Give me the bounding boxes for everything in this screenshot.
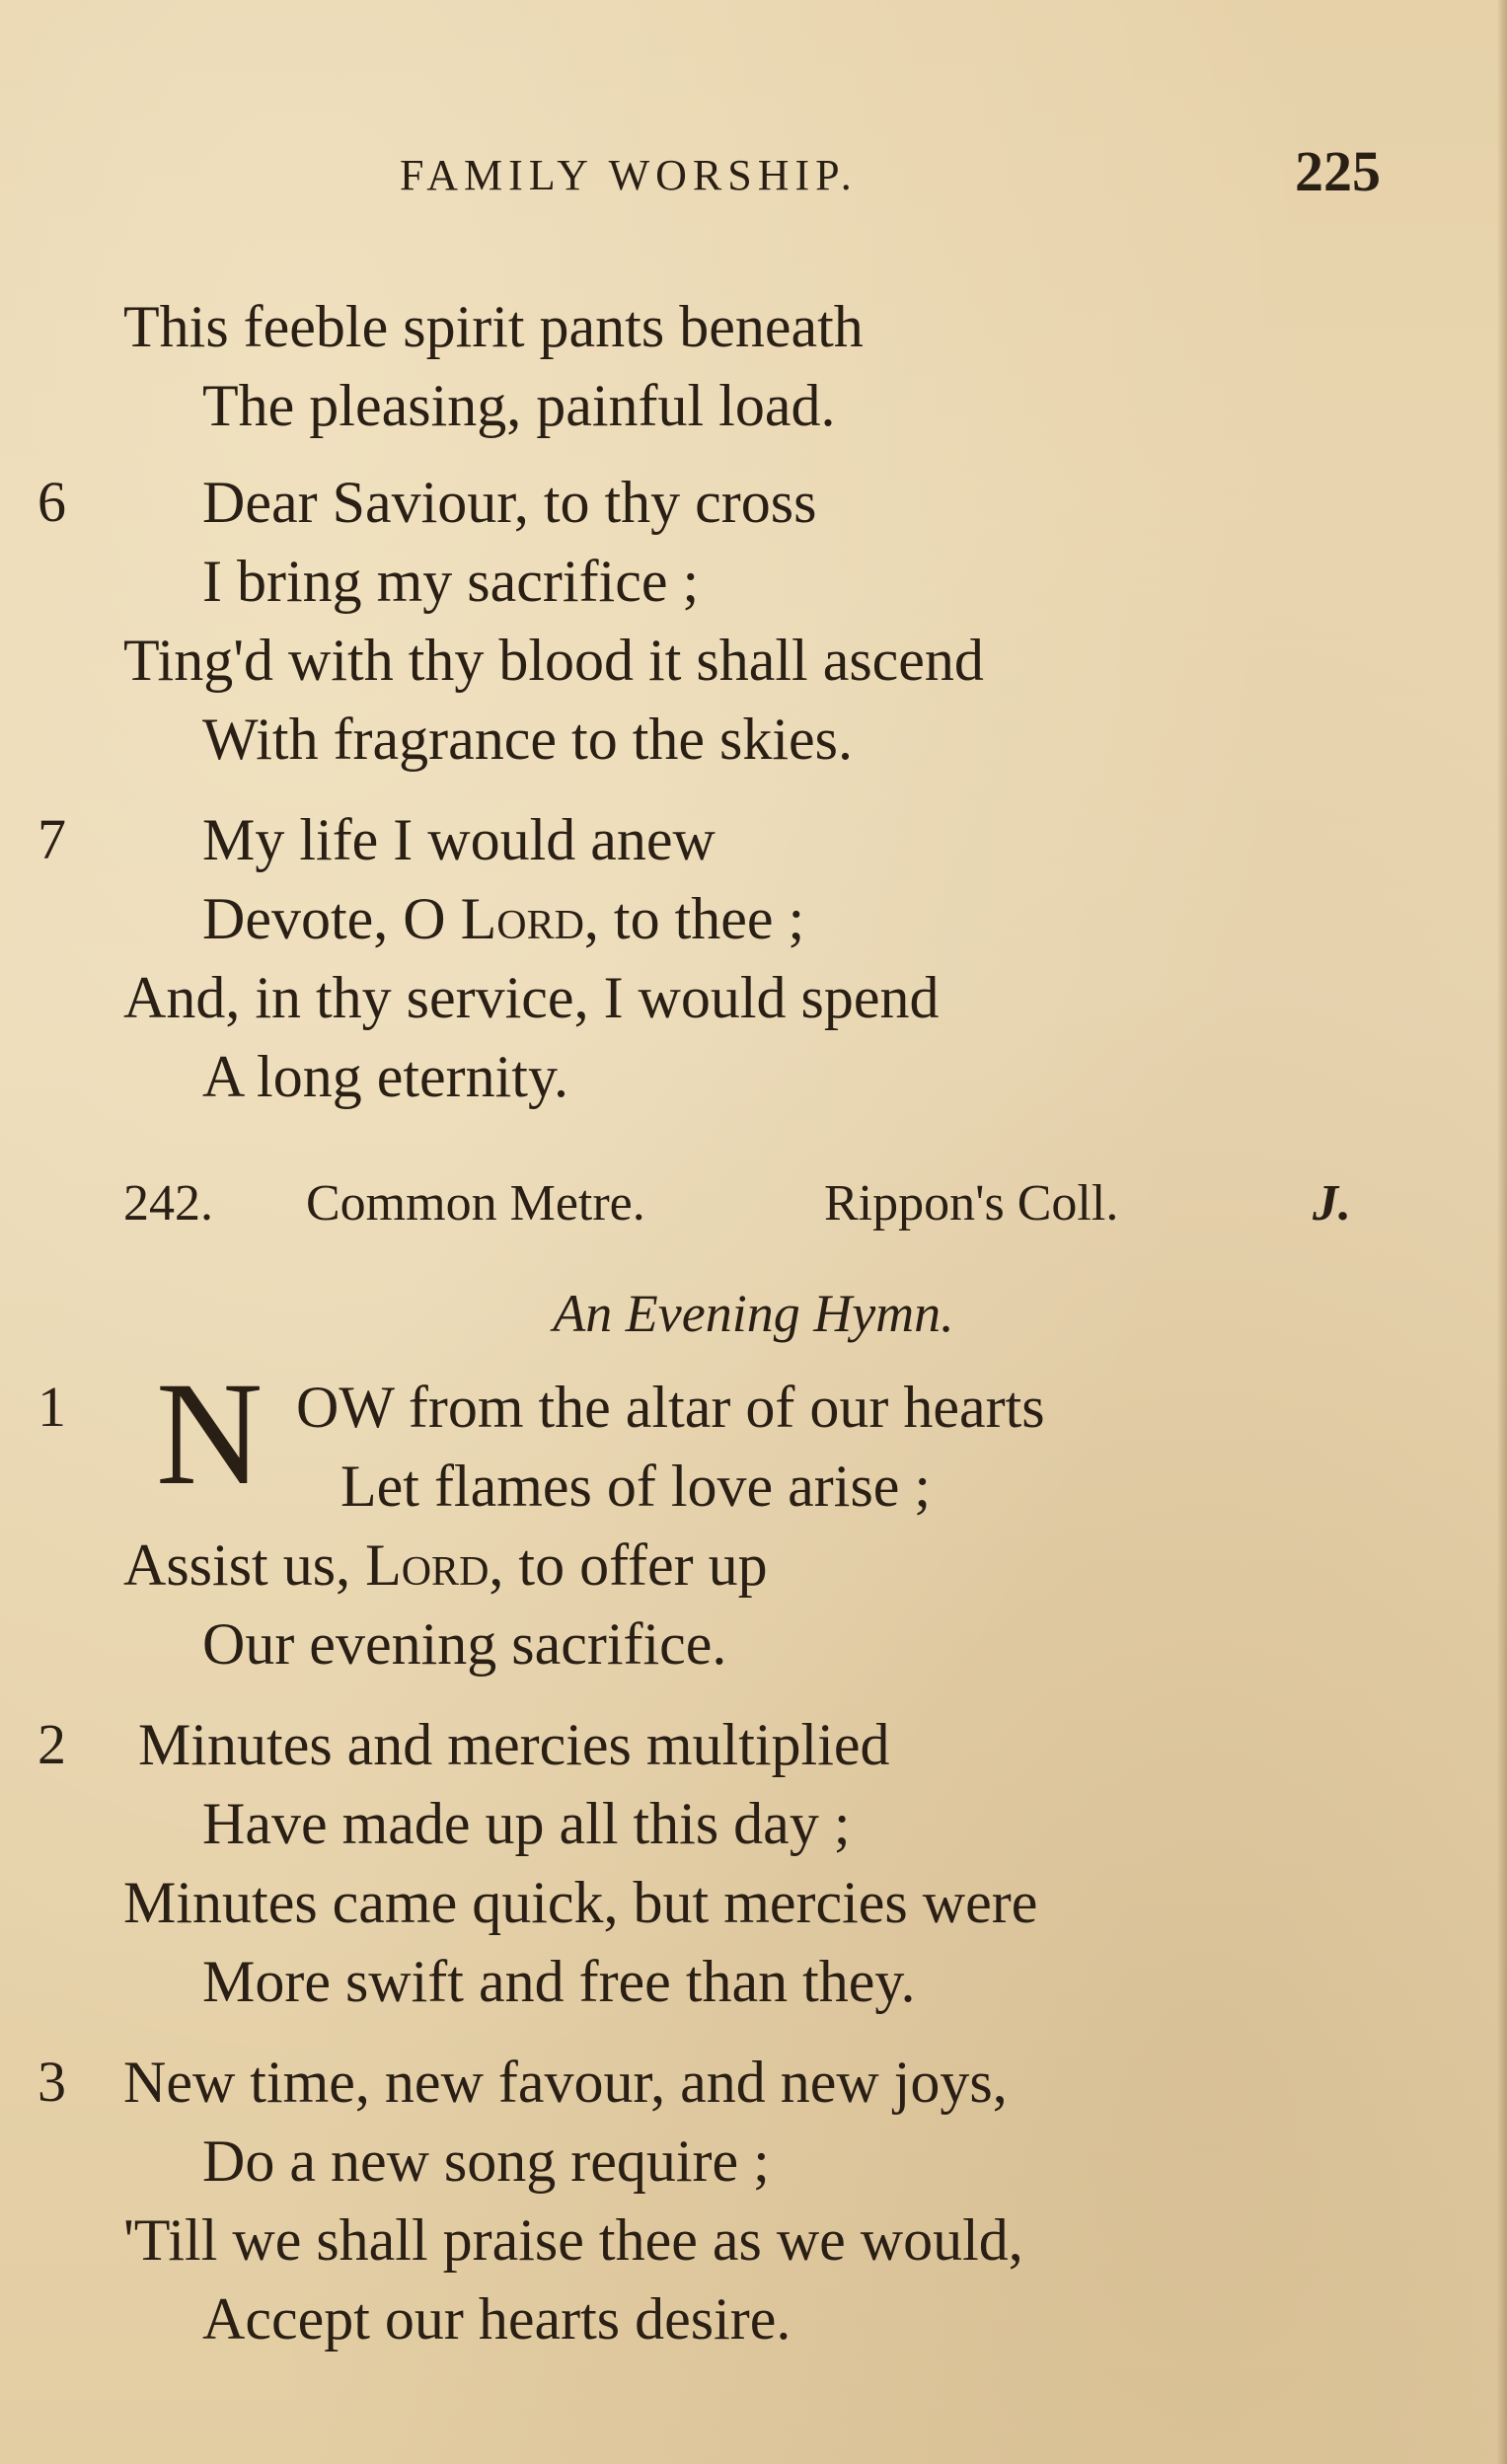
page-edge-shadow — [1497, 0, 1507, 2464]
verse-1-line-4: Our evening sacrifice. — [202, 1611, 727, 1677]
verse-number-3: 3 — [38, 2050, 66, 2114]
hymn-source: Rippon's Coll. — [824, 1175, 1119, 1232]
stanza-7-line-4: A long eternity. — [202, 1044, 569, 1109]
stanza-7-line-2-post: , to thee ; — [583, 886, 805, 951]
stanza-number-7: 7 — [38, 807, 66, 871]
page-number: 225 — [1295, 139, 1381, 203]
stanza-6-line-2: I bring my sacrifice ; — [202, 549, 700, 614]
lord-small-caps: Lord — [365, 1532, 490, 1598]
stanza-number-6: 6 — [38, 470, 66, 534]
stanza-6-line-4: With fragrance to the skies. — [202, 707, 854, 772]
hymn-metre: Common Metre. — [306, 1175, 645, 1232]
verse-3-line-4: Accept our hearts desire. — [202, 2286, 791, 2352]
continuation-line-1: This feeble spirit pants beneath — [123, 294, 864, 359]
stanza-6-line-1: Dear Saviour, to thy cross — [202, 470, 817, 535]
verse-number-2: 2 — [38, 1712, 66, 1776]
hymn-author-mark: J. — [1313, 1175, 1351, 1232]
verse-1-line-2: Let flames of love arise ; — [340, 1454, 932, 1519]
running-title: FAMILY WORSHIP. — [400, 151, 858, 199]
page-header — [0, 138, 1507, 217]
verse-2-line-3: Minutes came quick, but mercies were — [123, 1870, 1038, 1935]
hymn-title: An Evening Hymn. — [553, 1284, 954, 1343]
verse-1-line-3-post: , to offer up — [489, 1532, 768, 1598]
continuation-line-2: The pleasing, painful load. — [202, 373, 836, 438]
stanza-7-line-1: My life I would anew — [202, 807, 716, 872]
verse-3-line-1: New time, new favour, and new joys, — [123, 2050, 1008, 2115]
stanza-7-line-2-pre: Devote, O — [202, 886, 461, 951]
stanza-7-line-3: And, in thy service, I would spend — [123, 965, 940, 1030]
stanza-7-line-2 — [202, 883, 804, 954]
hymn-number: 242. — [123, 1175, 213, 1232]
verse-3-line-2: Do a new song require ; — [202, 2128, 770, 2194]
verse-3-line-3: 'Till we shall praise thee as we would, — [123, 2207, 1023, 2273]
verse-2-line-4: More swift and free than they. — [202, 1949, 916, 2014]
verse-1-line-3-pre: Assist us, — [123, 1532, 366, 1598]
lord-small-caps: Lord — [460, 886, 584, 951]
verse-1-line-3 — [123, 1530, 768, 1601]
verse-number-1: 1 — [38, 1375, 66, 1439]
drop-cap: N — [156, 1352, 264, 1516]
hymn-heading — [123, 1174, 1351, 1232]
stanza-6-line-3: Ting'd with thy blood it shall ascend — [123, 628, 984, 693]
verse-1-line-1: OW from the altar of our hearts — [296, 1375, 1045, 1440]
verse-2-line-1: Minutes and mercies multiplied — [138, 1712, 890, 1777]
verse-2-line-2: Have made up all this day ; — [202, 1791, 851, 1856]
